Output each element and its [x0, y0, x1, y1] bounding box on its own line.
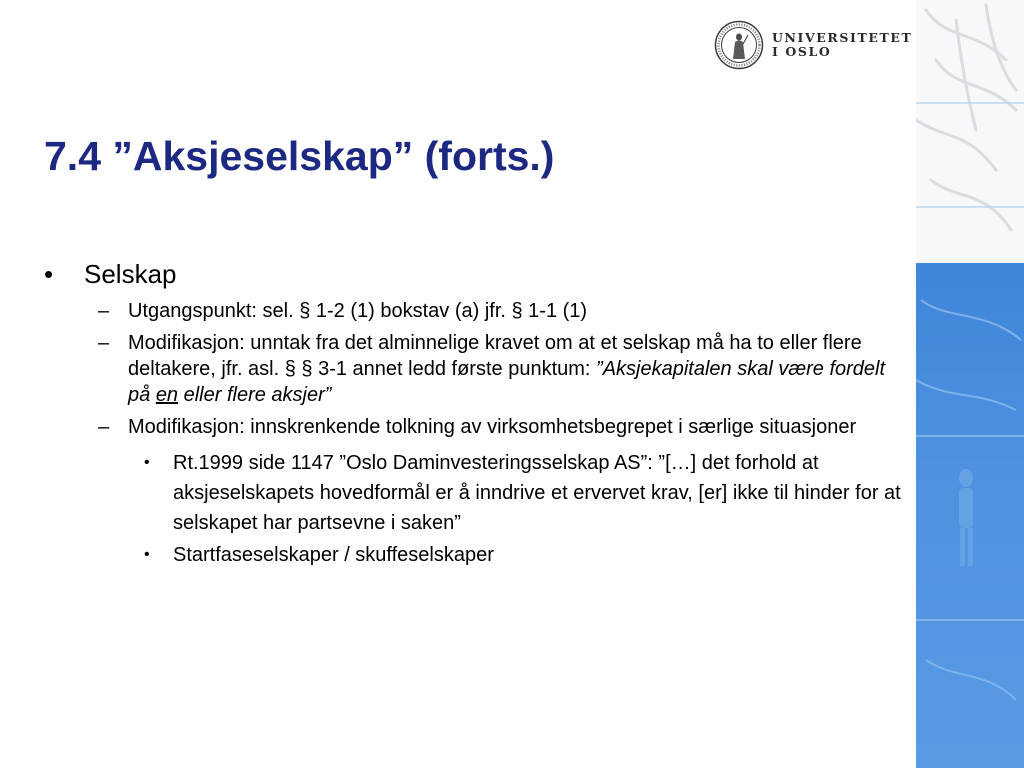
dash-marker: – — [98, 416, 110, 438]
sub-bullet — [44, 298, 898, 324]
sub-sub-bullet — [44, 540, 903, 570]
dot-marker: • — [144, 546, 150, 563]
sub-bullet-text: Utgangspunkt: sel. § 1-2 (1) bokstav (a) jfr. § 1-1 (1) — [128, 300, 588, 322]
university-logo — [714, 20, 912, 70]
logo-wordmark — [772, 31, 912, 59]
bullet-marker: • — [44, 259, 54, 289]
sub-bullet-list — [44, 298, 904, 570]
sub-sub-bullet-text: Startfaseselskaper / skuffeselskaper — [173, 544, 494, 566]
quote-underlined-word: en — [155, 384, 179, 406]
dot-marker: • — [144, 454, 150, 471]
sub-bullet — [44, 330, 898, 408]
side-band-artwork — [916, 0, 1024, 768]
quote-part: ”Aksjekapitalen skal være fordelt på — [128, 358, 886, 406]
slide-body — [44, 256, 904, 572]
logo-line-1: UNIVERSITETET — [772, 30, 913, 45]
sub-sub-bullet-list — [44, 448, 904, 570]
logo-line-2: I OSLO — [772, 44, 832, 59]
slide-title: 7.4 ”Aksjeselskap” (forts.) — [44, 133, 555, 179]
sub-sub-bullet — [44, 448, 903, 538]
sub-bullet — [44, 414, 898, 440]
sub-bullet-text: Modifikasjon: innskrenkende tolkning av virksomhetsbegrepet i særlige situasjoner — [128, 416, 857, 438]
bullet-text: Selskap — [84, 259, 177, 289]
sub-bullet-text: Modifikasjon: unntak fra det alminnelige kravet om at et selskap må ha to eller flere deltakere, jfr. asl. § § 3-1 annet ledd første punktum: — [128, 332, 862, 380]
dash-marker: – — [98, 332, 110, 354]
sub-sub-bullet-text: Rt.1999 side 1147 ”Oslo Daminvesteringsselskap AS”: ”[…] det forhold at aksjeselskapets hovedformål er å inndrive et ervervet krav, [er] ikke til hinder for at selskapet har partsevne i saken” — [173, 452, 901, 534]
quote-part: eller flere aksjer” — [178, 384, 332, 406]
dash-marker: – — [98, 300, 110, 322]
decorative-side-band — [916, 0, 1024, 768]
bullet-level-1 — [44, 256, 904, 292]
university-seal-icon — [714, 20, 764, 70]
